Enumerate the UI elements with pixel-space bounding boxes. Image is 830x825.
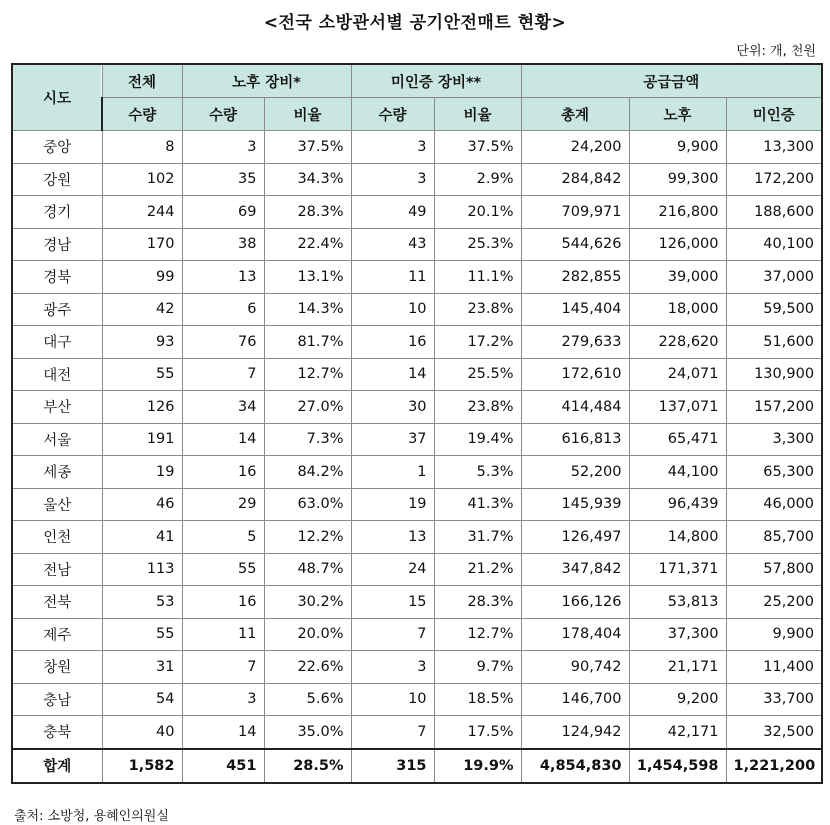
document-title: <전국 소방관서별 공기안전매트 현황>	[263, 13, 567, 33]
cell-uncert-qty: 10	[351, 293, 434, 326]
cell-uncert-qty: 7	[351, 716, 434, 749]
cell-old-ratio: 12.7%	[264, 358, 351, 391]
cell-supply-old: 24,071	[629, 358, 726, 391]
cell-uncert-qty: 19	[351, 488, 434, 521]
cell-total-qty: 55	[102, 358, 182, 391]
table-body	[12, 131, 822, 749]
cell-supply-old: 96,439	[629, 488, 726, 521]
header-total-qty: 수량	[102, 98, 182, 131]
cell-uncert-qty: 11	[351, 261, 434, 294]
cell-supply-old: 21,171	[629, 651, 726, 684]
cell-supply-uncert: 11,400	[726, 651, 822, 684]
cell-uncert-ratio: 17.2%	[434, 326, 521, 359]
cell-region: 충남	[12, 683, 102, 716]
cell-region: 창원	[12, 651, 102, 684]
table-row	[12, 488, 822, 521]
cell-uncert-ratio: 19.4%	[434, 423, 521, 456]
cell-uncert-qty: 16	[351, 326, 434, 359]
table-row	[12, 228, 822, 261]
cell-uncert-ratio: 37.5%	[434, 131, 521, 164]
cell-old-qty: 34	[182, 391, 264, 424]
unit-note: 단위: 개, 천원	[736, 44, 816, 59]
cell-supply-old: 65,471	[629, 423, 726, 456]
cell-total-qty: 244	[102, 196, 182, 229]
cell-old-ratio: 22.4%	[264, 228, 351, 261]
cell-old-qty: 76	[182, 326, 264, 359]
cell-supply-sum: 166,126	[521, 586, 629, 619]
cell-old-ratio: 63.0%	[264, 488, 351, 521]
cell-region: 제주	[12, 618, 102, 651]
cell-uncert-ratio: 28.3%	[434, 586, 521, 619]
cell-supply-sum: 126,497	[521, 521, 629, 554]
cell-uncert-ratio: 31.7%	[434, 521, 521, 554]
cell-region: 세종	[12, 456, 102, 489]
cell-supply-sum: 124,942	[521, 716, 629, 749]
cell-region: 광주	[12, 293, 102, 326]
cell-total-qty: 42	[102, 293, 182, 326]
cell-supply-uncert: 3,300	[726, 423, 822, 456]
cell-supply-sum: 709,971	[521, 196, 629, 229]
cell-old-qty: 14	[182, 716, 264, 749]
cell-uncert-qty: 15	[351, 586, 434, 619]
cell-uncert-qty: 43	[351, 228, 434, 261]
cell-old-ratio: 37.5%	[264, 131, 351, 164]
cell-uncert-ratio: 20.1%	[434, 196, 521, 229]
table-row	[12, 196, 822, 229]
cell-supply-uncert: 59,500	[726, 293, 822, 326]
cell-supply-old: 126,000	[629, 228, 726, 261]
cell-old-qty: 14	[182, 423, 264, 456]
cell-total-qty: 19	[102, 456, 182, 489]
cell-supply-uncert: 130,900	[726, 358, 822, 391]
cell-old-ratio: 81.7%	[264, 326, 351, 359]
cell-total-qty: 40	[102, 716, 182, 749]
cell-old-ratio: 35.0%	[264, 716, 351, 749]
header-total: 전체	[102, 64, 182, 98]
cell-supply-sum: 284,842	[521, 163, 629, 196]
header-uncertified-equipment: 미인증 장비**	[351, 64, 521, 98]
cell-old-qty: 13	[182, 261, 264, 294]
cell-uncert-ratio: 23.8%	[434, 391, 521, 424]
header-region: 시도	[12, 64, 102, 131]
cell-uncert-ratio: 23.8%	[434, 293, 521, 326]
cell-uncert-qty: 10	[351, 683, 434, 716]
cell-uncert-ratio: 2.9%	[434, 163, 521, 196]
cell-total-qty: 113	[102, 553, 182, 586]
cell-total-qty: 55	[102, 618, 182, 651]
cell-supply-sum: 544,626	[521, 228, 629, 261]
cell-old-ratio: 14.3%	[264, 293, 351, 326]
cell-old-ratio: 28.3%	[264, 196, 351, 229]
cell-old-qty: 3	[182, 131, 264, 164]
cell-old-qty: 38	[182, 228, 264, 261]
cell-uncert-ratio: 25.5%	[434, 358, 521, 391]
table-row	[12, 326, 822, 359]
cell-old-ratio: 12.2%	[264, 521, 351, 554]
cell-old-ratio: 27.0%	[264, 391, 351, 424]
cell-supply-sum: 24,200	[521, 131, 629, 164]
cell-supply-old: 171,371	[629, 553, 726, 586]
cell-total-qty: 191	[102, 423, 182, 456]
cell-uncert-qty: 30	[351, 391, 434, 424]
cell-total-qty: 126	[102, 391, 182, 424]
cell-supply-sum: 279,633	[521, 326, 629, 359]
cell-supply-uncert: 65,300	[726, 456, 822, 489]
cell-uncert-ratio: 9.7%	[434, 651, 521, 684]
stats-table	[11, 63, 823, 784]
cell-supply-sum: 414,484	[521, 391, 629, 424]
cell-uncert-qty: 14	[351, 358, 434, 391]
cell-total-qty: 102	[102, 163, 182, 196]
cell-supply-old: 42,171	[629, 716, 726, 749]
cell-uncert-qty: 7	[351, 618, 434, 651]
header-supply-uncert: 미인증	[726, 98, 822, 131]
total-uncert-ratio: 19.9%	[434, 749, 521, 783]
cell-old-qty: 35	[182, 163, 264, 196]
header-supply-amount: 공급금액	[521, 64, 822, 98]
cell-region: 경남	[12, 228, 102, 261]
cell-region: 대구	[12, 326, 102, 359]
total-uncert-qty: 315	[351, 749, 434, 783]
cell-supply-sum: 347,842	[521, 553, 629, 586]
cell-total-qty: 46	[102, 488, 182, 521]
cell-old-qty: 55	[182, 553, 264, 586]
cell-old-qty: 6	[182, 293, 264, 326]
cell-supply-sum: 145,404	[521, 293, 629, 326]
cell-uncert-ratio: 25.3%	[434, 228, 521, 261]
cell-supply-uncert: 85,700	[726, 521, 822, 554]
cell-old-ratio: 34.3%	[264, 163, 351, 196]
cell-old-qty: 7	[182, 358, 264, 391]
cell-old-qty: 69	[182, 196, 264, 229]
cell-uncert-qty: 3	[351, 651, 434, 684]
cell-region: 대전	[12, 358, 102, 391]
cell-supply-sum: 616,813	[521, 423, 629, 456]
cell-supply-uncert: 46,000	[726, 488, 822, 521]
cell-supply-old: 137,071	[629, 391, 726, 424]
cell-old-qty: 7	[182, 651, 264, 684]
cell-old-ratio: 20.0%	[264, 618, 351, 651]
table-row	[12, 683, 822, 716]
cell-uncert-ratio: 5.3%	[434, 456, 521, 489]
total-supply-uncert: 1,221,200	[726, 749, 822, 783]
cell-old-qty: 29	[182, 488, 264, 521]
cell-supply-uncert: 13,300	[726, 131, 822, 164]
cell-total-qty: 31	[102, 651, 182, 684]
cell-region: 서울	[12, 423, 102, 456]
cell-region: 중앙	[12, 131, 102, 164]
table-row	[12, 131, 822, 164]
cell-supply-old: 228,620	[629, 326, 726, 359]
cell-supply-sum: 172,610	[521, 358, 629, 391]
table-row	[12, 521, 822, 554]
cell-region: 부산	[12, 391, 102, 424]
header-old-ratio: 비율	[264, 98, 351, 131]
header-supply-old: 노후	[629, 98, 726, 131]
cell-supply-uncert: 57,800	[726, 553, 822, 586]
total-supply-sum: 4,854,830	[521, 749, 629, 783]
cell-supply-uncert: 33,700	[726, 683, 822, 716]
cell-region: 전북	[12, 586, 102, 619]
cell-old-ratio: 5.6%	[264, 683, 351, 716]
cell-uncert-qty: 37	[351, 423, 434, 456]
total-old-ratio: 28.5%	[264, 749, 351, 783]
cell-supply-old: 18,000	[629, 293, 726, 326]
header-uncert-qty: 수량	[351, 98, 434, 131]
table-row	[12, 553, 822, 586]
cell-supply-old: 53,813	[629, 586, 726, 619]
source-note: 출처: 소방청, 용혜인의원실	[14, 809, 169, 824]
cell-supply-old: 9,200	[629, 683, 726, 716]
cell-supply-sum: 146,700	[521, 683, 629, 716]
table-row	[12, 716, 822, 749]
cell-supply-old: 9,900	[629, 131, 726, 164]
cell-supply-uncert: 40,100	[726, 228, 822, 261]
cell-supply-uncert: 32,500	[726, 716, 822, 749]
header-row-1	[12, 64, 822, 98]
cell-old-ratio: 84.2%	[264, 456, 351, 489]
cell-supply-old: 14,800	[629, 521, 726, 554]
cell-supply-uncert: 172,200	[726, 163, 822, 196]
cell-supply-uncert: 9,900	[726, 618, 822, 651]
cell-supply-uncert: 188,600	[726, 196, 822, 229]
header-supply-sum: 총계	[521, 98, 629, 131]
table-row	[12, 618, 822, 651]
cell-uncert-ratio: 17.5%	[434, 716, 521, 749]
table-row	[12, 163, 822, 196]
total-total-qty: 1,582	[102, 749, 182, 783]
cell-supply-sum: 282,855	[521, 261, 629, 294]
total-supply-old: 1,454,598	[629, 749, 726, 783]
total-region: 합계	[12, 749, 102, 783]
cell-supply-uncert: 25,200	[726, 586, 822, 619]
cell-total-qty: 54	[102, 683, 182, 716]
cell-supply-sum: 145,939	[521, 488, 629, 521]
cell-old-qty: 16	[182, 586, 264, 619]
cell-old-qty: 11	[182, 618, 264, 651]
cell-uncert-qty: 49	[351, 196, 434, 229]
cell-supply-old: 44,100	[629, 456, 726, 489]
cell-total-qty: 93	[102, 326, 182, 359]
table-row	[12, 391, 822, 424]
cell-region: 충북	[12, 716, 102, 749]
cell-old-ratio: 48.7%	[264, 553, 351, 586]
cell-uncert-qty: 13	[351, 521, 434, 554]
cell-region: 전남	[12, 553, 102, 586]
cell-uncert-ratio: 41.3%	[434, 488, 521, 521]
cell-supply-sum: 178,404	[521, 618, 629, 651]
header-old-qty: 수량	[182, 98, 264, 131]
cell-supply-sum: 90,742	[521, 651, 629, 684]
cell-total-qty: 41	[102, 521, 182, 554]
cell-region: 인천	[12, 521, 102, 554]
cell-supply-uncert: 51,600	[726, 326, 822, 359]
total-old-qty: 451	[182, 749, 264, 783]
cell-region: 강원	[12, 163, 102, 196]
table-row	[12, 423, 822, 456]
cell-uncert-ratio: 18.5%	[434, 683, 521, 716]
table-row	[12, 261, 822, 294]
header-old-equipment: 노후 장비*	[182, 64, 351, 98]
table-row	[12, 586, 822, 619]
cell-supply-old: 216,800	[629, 196, 726, 229]
cell-uncert-ratio: 12.7%	[434, 618, 521, 651]
cell-uncert-qty: 3	[351, 163, 434, 196]
cell-supply-old: 99,300	[629, 163, 726, 196]
cell-total-qty: 53	[102, 586, 182, 619]
cell-region: 울산	[12, 488, 102, 521]
cell-old-ratio: 13.1%	[264, 261, 351, 294]
cell-total-qty: 170	[102, 228, 182, 261]
cell-old-qty: 16	[182, 456, 264, 489]
table-row	[12, 651, 822, 684]
cell-supply-old: 37,300	[629, 618, 726, 651]
cell-old-qty: 5	[182, 521, 264, 554]
table-row	[12, 293, 822, 326]
cell-supply-uncert: 37,000	[726, 261, 822, 294]
cell-total-qty: 8	[102, 131, 182, 164]
cell-old-ratio: 30.2%	[264, 586, 351, 619]
cell-supply-old: 39,000	[629, 261, 726, 294]
cell-uncert-ratio: 21.2%	[434, 553, 521, 586]
cell-region: 경기	[12, 196, 102, 229]
cell-old-ratio: 7.3%	[264, 423, 351, 456]
total-row	[12, 749, 822, 783]
cell-uncert-qty: 3	[351, 131, 434, 164]
header-row-2	[12, 98, 822, 131]
cell-old-ratio: 22.6%	[264, 651, 351, 684]
cell-uncert-qty: 24	[351, 553, 434, 586]
table-row	[12, 456, 822, 489]
cell-region: 경북	[12, 261, 102, 294]
cell-total-qty: 99	[102, 261, 182, 294]
cell-uncert-qty: 1	[351, 456, 434, 489]
cell-supply-uncert: 157,200	[726, 391, 822, 424]
cell-old-qty: 3	[182, 683, 264, 716]
cell-supply-sum: 52,200	[521, 456, 629, 489]
header-uncert-ratio: 비율	[434, 98, 521, 131]
table-row	[12, 358, 822, 391]
cell-uncert-ratio: 11.1%	[434, 261, 521, 294]
